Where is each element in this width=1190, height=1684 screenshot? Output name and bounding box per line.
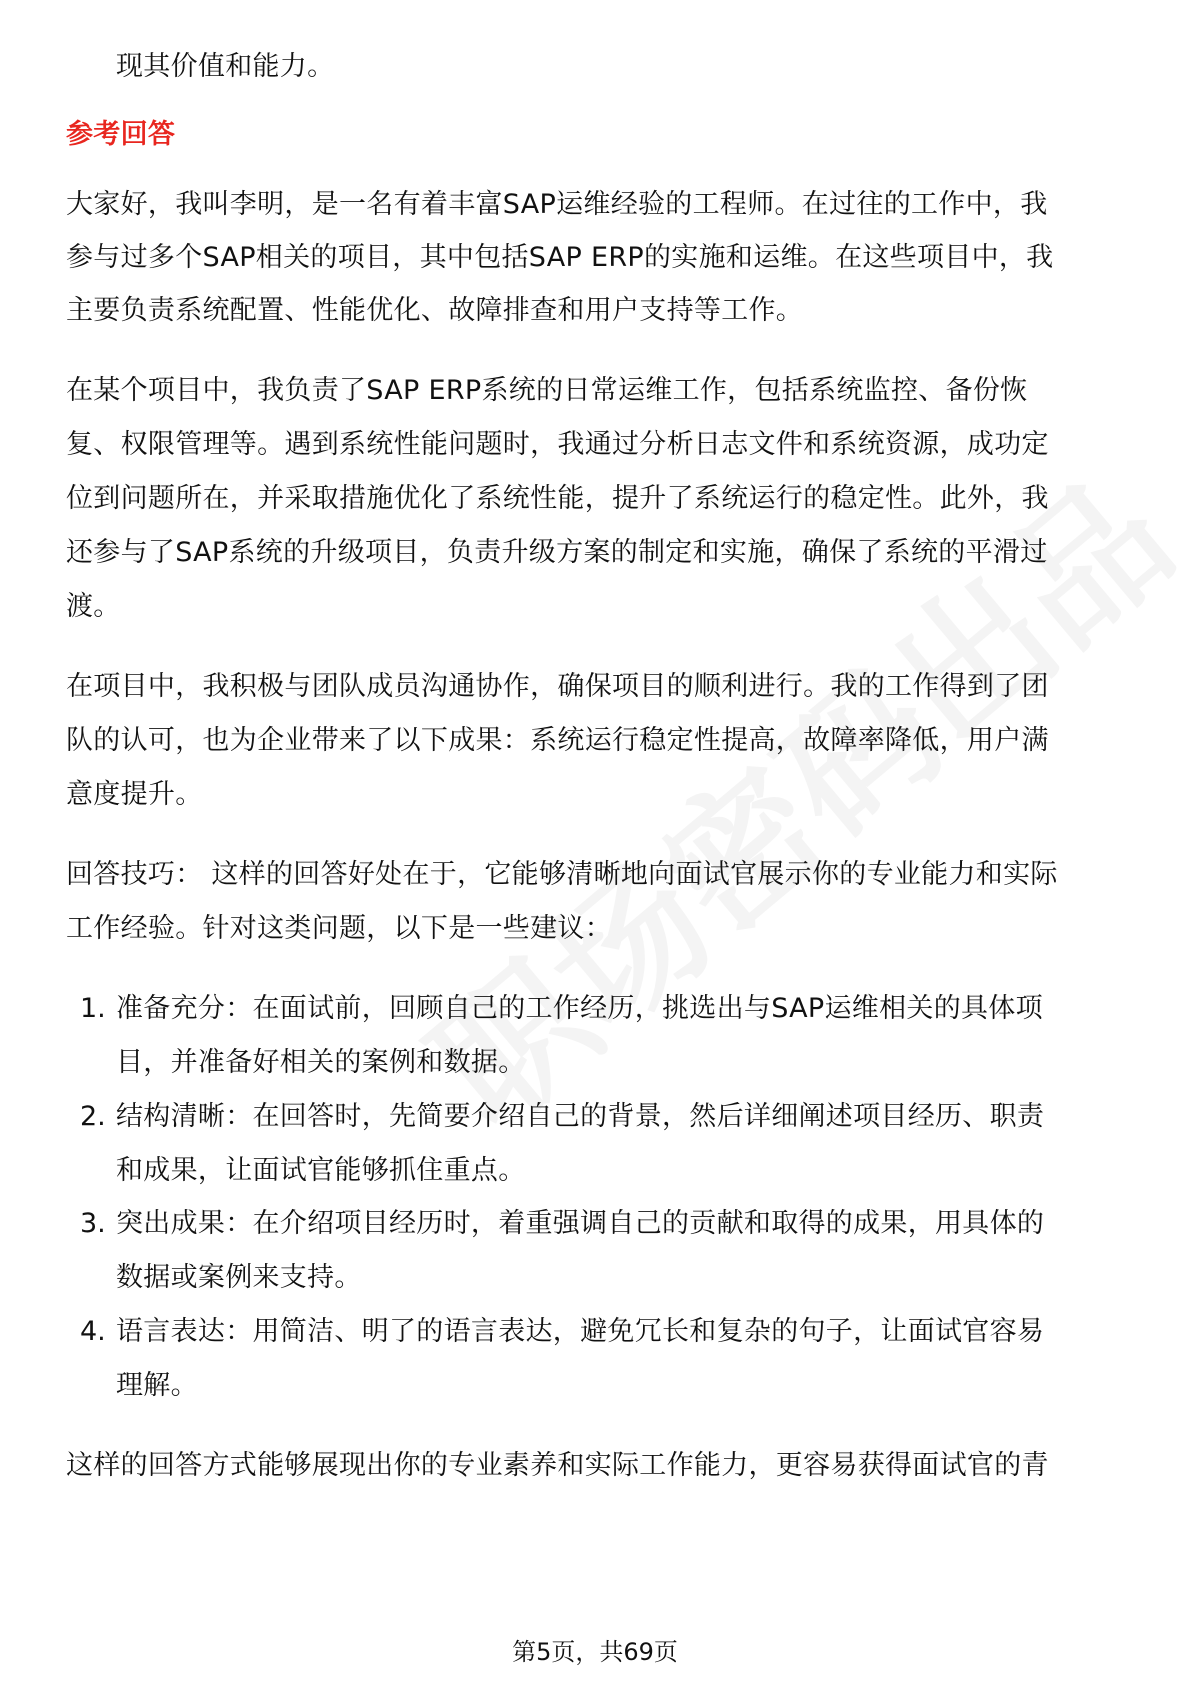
list-item: 突出成果：在介绍项目经历时，着重强调自己的贡献和取得的成果，用具体的: [116, 1208, 1045, 1239]
list-item: 理解。: [116, 1370, 198, 1401]
text-line: 渡。: [66, 591, 121, 622]
list-number: 2.: [80, 1101, 106, 1132]
text-line: 参与过多个SAP相关的项目，其中包括SAP ERP的实施和运维。在这些项目中，我: [66, 242, 1054, 273]
list-item: 结构清晰：在回答时，先简要介绍自己的背景，然后详细阐述项目经历、职责: [116, 1101, 1045, 1132]
text-line: 在项目中，我积极与团队成员沟通协作，确保项目的顺利进行。我的工作得到了团: [66, 671, 1049, 702]
list-number: 4.: [80, 1316, 106, 1347]
text-line: 这样的回答方式能够展现出你的专业素养和实际工作能力，更容易获得面试官的青: [66, 1450, 1049, 1481]
text-line: 工作经验。针对这类问题，以下是一些建议：: [66, 913, 612, 944]
text-line: 复、权限管理等。遇到系统性能问题时，我通过分析日志文件和系统资源，成功定: [66, 429, 1049, 460]
page-footer: 第5页，共69页: [512, 1638, 678, 1666]
list-number: 3.: [80, 1208, 106, 1239]
list-item: 语言表达：用简洁、明了的语言表达，避免冗长和复杂的句子，让面试官容易: [116, 1316, 1045, 1347]
text-line: 队的认可，也为企业带来了以下成果：系统运行稳定性提高，故障率降低，用户满: [66, 725, 1049, 756]
text-line: 大家好，我叫李明，是一名有着丰富SAP运维经验的工程师。在过往的工作中，我: [66, 189, 1048, 220]
section-heading: 参考回答: [66, 119, 176, 150]
text-line: 在某个项目中，我负责了SAP ERP系统的日常运维工作，包括系统监控、备份恢: [66, 375, 1028, 406]
list-item: 准备充分：在面试前，回顾自己的工作经历，挑选出与SAP运维相关的具体项: [116, 993, 1043, 1024]
text-line: 位到问题所在，并采取措施优化了系统性能，提升了系统运行的稳定性。此外，我: [66, 483, 1049, 514]
list-number: 1.: [80, 993, 106, 1024]
list-item: 目，并准备好相关的案例和数据。: [116, 1047, 526, 1078]
text-line: 回答技巧： 这样的回答好处在于，它能够清晰地向面试官展示你的专业能力和实际: [66, 859, 1058, 890]
text-line: 意度提升。: [66, 779, 203, 810]
list-item: 和成果，让面试官能够抓住重点。: [116, 1155, 526, 1186]
list-item: 数据或案例来支持。: [116, 1262, 362, 1293]
text-line: 还参与了SAP系统的升级项目，负责升级方案的制定和实施，确保了系统的平滑过: [66, 537, 1048, 568]
text-line: 现其价值和能力。: [116, 51, 335, 82]
text-line: 主要负责系统配置、性能优化、故障排查和用户支持等工作。: [66, 295, 804, 326]
